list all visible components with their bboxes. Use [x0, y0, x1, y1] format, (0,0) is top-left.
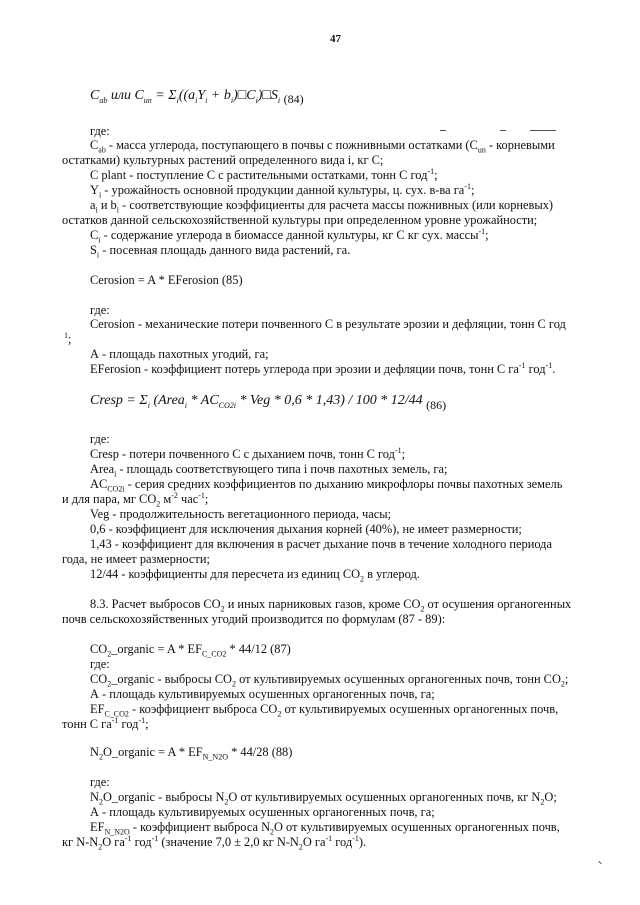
definition-cerosion-cont: $^1$;: [64, 330, 72, 346]
definition-cerosion: Cerosion - механические потери почвенного С в результате эрозии и дефляции, тонн С год: [90, 317, 566, 331]
definition-co2-organic: $CO_2\_organic$ - выбросы $CO_2$ от культивируемых осушенных органогенных почв, тонн $CO_2$;: [90, 672, 569, 689]
definition-area-a-n2o: А - площадь культивируемых осушенных органогенных почв, га;: [90, 805, 435, 819]
definition-coef-143: 1,43 - коэффициент для включения в расчет дыхание почв в течение холодного периода: [90, 537, 552, 551]
definition-ef-n-n2o-cont: кг $N-N_2O$ $га^{-1}$ год$^{-1}$ (значение 7,0 ± 2,0 кг $N-N_2O$ $га^{-1}$ год$^{-1}$).: [62, 833, 367, 852]
formula-88: $N_2O\_organic = A * EF_{N\_N2O} * 44/28$ (88): [90, 745, 293, 762]
definition-cab: $C_{ab}$ - масса углерода, поступающего в почвы с пожнивными остатками ($C_{un}$ - корневыми: [90, 138, 555, 155]
definition-cresp: Cresp - потери почвенного С с дыханием почв, тонн С год$^{-1}$;: [90, 445, 406, 461]
formula-86-number: (86): [426, 398, 447, 412]
definition-aco2i: $AC_{CO2i}$ - серия средних коэффициентов по дыханию микрофлоры почвы пахотных земель: [90, 477, 563, 494]
scan-mark: [530, 130, 556, 131]
formula-86: Cresp = $\Sigma_i$ (Area$_i$ * $AC_{CO2i}$ * Veg * 0,6 * 1,43) / 100 * 12/44 (86): [90, 393, 447, 412]
definition-si: $S_i$ - посевная площадь данного вида растений, га.: [90, 243, 351, 260]
definition-ef-c-co2-cont: тонн С $га^{-1}$ год$^{-1}$;: [62, 715, 149, 731]
definition-coef-1244: 12/44 - коэффициенты для пересчета из единиц $CO_2$ в углерод.: [90, 567, 420, 584]
definition-n2o-organic: $N_2O\_organic$ - выбросы $N_2O$ от культивируемых осушенных органогенных почв, кг $N_2O$;: [90, 790, 557, 807]
definition-veg: Veg - продолжительность вегетационного периода, часы;: [90, 507, 392, 521]
definition-coef-143-cont: года, не имеет размерности;: [62, 552, 210, 566]
definition-ai-bi-cont: остатков данной сельскохозяйственной культуры при определенном уровне урожайности;: [62, 213, 538, 227]
scan-mark: [598, 861, 602, 864]
definition-ci: $C_i$ - содержание углерода в биомассе данной культуры, кг С кг сух. массы$^{-1}$;: [90, 226, 489, 245]
definition-yi: $Y_i$ - урожайность основной продукции данной культуры, ц. сух. в-ва $га^{-1}$;: [90, 181, 475, 200]
where-label: где:: [90, 303, 110, 317]
where-label: где:: [90, 657, 110, 671]
definition-area-a-organic: А - площадь культивируемых осушенных органогенных почв, га;: [90, 687, 435, 701]
formula-87: $CO_2\_organic = A * EF_{C\_CO2} * 44/12$ (87): [90, 642, 291, 659]
definition-cab-cont: остатками) культурных растений определенного вида i, кг С;: [62, 153, 384, 167]
definition-aco2i-cont: и для пара, мг $CO_2$ $м^{-2}$ час$^{-1}$;: [62, 490, 209, 509]
definition-ai-bi: $a_i$ и $b_i$ - соответствующие коэффициенты для расчета массы пожнивных (или корневых): [90, 198, 554, 215]
scan-mark: [440, 130, 446, 131]
section-8-3-cont: почв сельскохозяйственных угодий производится по формулам (87 - 89):: [62, 612, 446, 626]
formula-85: Cerosion = A * EFerosion (85): [90, 273, 243, 287]
where-label: где:: [90, 432, 110, 446]
page-number: 47: [330, 33, 341, 45]
section-8-3-heading: 8.3. Расчет выбросов $CO_2$ и иных парниковых газов, кроме $CO_2$ от осушения органогенных: [90, 597, 572, 614]
definition-cplant: C plant - поступление С с растительными остатками, тонн С год$^{-1}$;: [90, 166, 438, 182]
formula-84: $C_{ab}$ или $C_{un} = \Sigma_i((a_iY_i$ + $b_i)□C_i)□S_i$ (84): [90, 88, 304, 106]
definition-area-a: А - площадь пахотных угодий, га;: [90, 347, 269, 361]
where-label: где:: [90, 124, 110, 138]
scan-mark: [500, 130, 506, 131]
definition-areai: Area$_i$ - площадь соответствующего типа i почв пахотных земель, га;: [90, 462, 448, 479]
definition-ef-c-co2: $EF_{C\_CO2}$ - коэффициент выброса $CO_2$ от культивируемых осушенных органогенных почв,: [90, 702, 559, 719]
where-label: где:: [90, 775, 110, 789]
definition-coef-06: 0,6 - коэффициент для исключения дыхания корней (40%), не имеет размерности;: [90, 522, 522, 536]
formula-84-number: (84): [283, 92, 304, 106]
definition-eferosion: EFerosion - коэффициент потерь углерода при эрозии и дефляции почв, тонн С $га^{-1}$ год$^{-1}$.: [90, 360, 556, 376]
definition-ef-n-n2o: $EF_{N\_N2O}$ - коэффициент выброса $N_2O$ от культивируемых осушенных органогенных почв,: [90, 820, 560, 837]
